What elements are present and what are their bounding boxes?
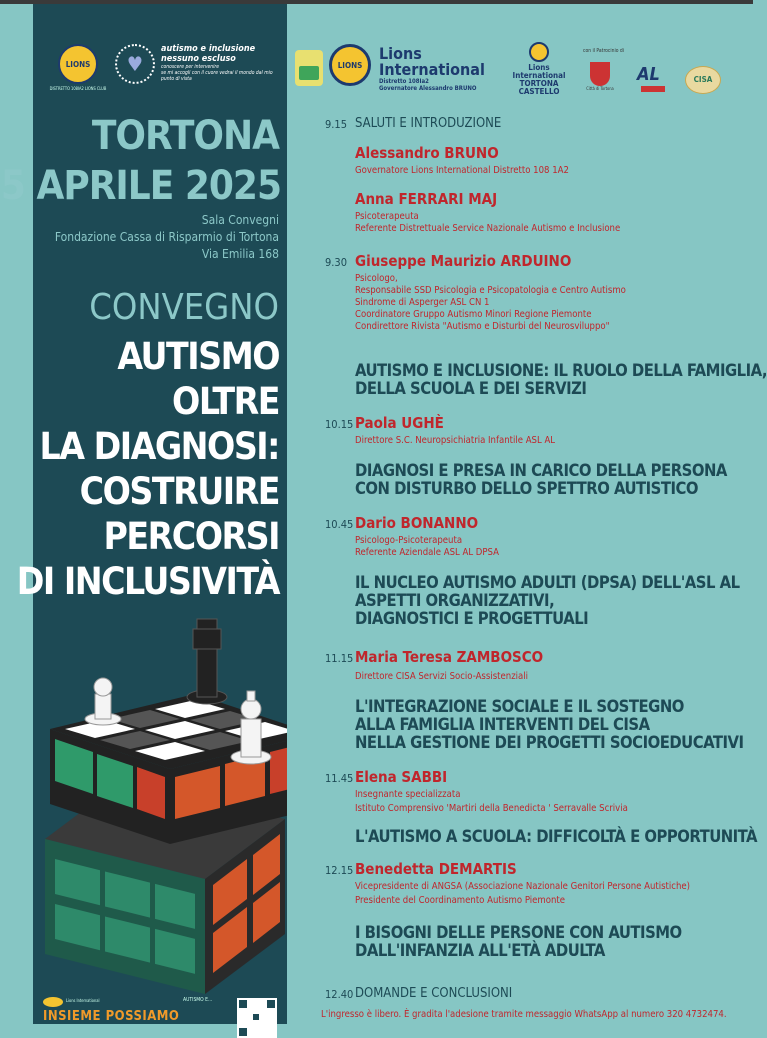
venue-line: Fondazione Cassa di Risparmio di Tortona xyxy=(54,230,279,244)
event-kind: CONVEGNO xyxy=(89,287,279,328)
registration-note: L'ingresso è libero. È gradita l'adesione tramite messaggio WhatsApp al numero 320 4732474. xyxy=(321,1009,727,1020)
program-time: 9.30 xyxy=(325,256,348,269)
asl-al-logo xyxy=(637,64,667,94)
speaker-role: Governatore Lions International Distretto 108 1A2 xyxy=(355,165,569,176)
lions-international-logo xyxy=(379,46,499,92)
program-plain: DOMANDE E CONCLUSIONI xyxy=(355,986,513,1001)
speaker-role: Psicologo-Psicoterapeuta xyxy=(355,535,463,546)
speaker-name: Elena SABBI xyxy=(355,768,448,786)
insieme-possiamo-slogan: INSIEME POSSIAMO xyxy=(43,1009,180,1024)
title-line: LA DIAGNOSI: xyxy=(39,425,279,468)
title-line: DI INCLUSIVITÀ xyxy=(16,560,279,603)
rubik-cube-chess-illustration xyxy=(15,609,315,1009)
program-time: 10.45 xyxy=(325,518,354,531)
speaker-name: Benedetta DEMARTIS xyxy=(355,860,517,878)
lions-intl-sub1: Distretto 108Ia2 xyxy=(379,78,429,85)
event-title xyxy=(17,334,279,604)
qr-code-icon[interactable] xyxy=(237,998,277,1038)
speaker-name: Dario BONANNO xyxy=(355,514,479,532)
club-line: CASTELLO xyxy=(518,87,560,96)
speaker-role: Direttore CISA Servizi Socio-Assistenziali xyxy=(355,671,529,682)
title-line: PERCORSI xyxy=(103,515,279,558)
cisa-logo: CISA xyxy=(685,66,721,94)
title-line: OLTRE xyxy=(172,380,279,423)
heart-icon: ♥ xyxy=(115,44,155,84)
speaker-role: Vicepresidente di ANGSA (Associazione Nazionale Genitori Persone Autistiche) xyxy=(355,881,690,892)
lions-club-caption: DISTRETTO 108IA2 LIONS CLUB xyxy=(49,86,107,91)
speaker-name: Maria Teresa ZAMBOSCO xyxy=(355,648,544,666)
event-venue xyxy=(55,212,279,263)
club-line: International xyxy=(512,71,566,80)
right-panel xyxy=(287,4,767,1024)
talk-title: DIAGNOSTICI E PROGETTUALI xyxy=(355,609,589,628)
talk-title: AUTISMO E INCLUSIONE: IL RUOLO DELLA FAMIGLIA, xyxy=(355,361,767,380)
autismo-footer-caption: AUTISMO E... xyxy=(183,997,213,1003)
title-line: AUTISMO xyxy=(117,335,279,378)
program-plain: SALUTI E INTRODUZIONE xyxy=(355,116,502,131)
talk-title: I BISOGNI DELLE PERSONE CON AUTISMO xyxy=(355,923,682,942)
lions-small-icon xyxy=(529,42,549,62)
club-line: Lions xyxy=(528,63,550,72)
program-time: 11.45 xyxy=(325,772,354,785)
service-logo-icon xyxy=(295,50,323,86)
heart-logo-sub1: conoscere per intervenire xyxy=(161,64,219,70)
venue-line: Sala Convegni xyxy=(201,213,279,227)
lions-intl-name: Lions International xyxy=(379,44,485,79)
speaker-name: Alessandro BRUNO xyxy=(355,144,499,162)
speaker-role: Psicoterapeuta xyxy=(355,211,419,222)
coat-of-arms-icon xyxy=(590,62,610,86)
program-time: 9.15 xyxy=(325,118,348,131)
lions-logo-icon: LIONS xyxy=(329,44,371,86)
talk-title: L'INTEGRAZIONE SOCIALE E IL SOSTEGNO xyxy=(355,697,684,716)
speaker-name: Anna FERRARI MAJ xyxy=(355,190,498,208)
speaker-role: Condirettore Rivista "Autismo e Disturbi del Neurosviluppo" xyxy=(355,321,610,332)
speaker-role: Istituto Comprensivo 'Martiri della Benedicta ' Serravalle Scrivia xyxy=(355,803,628,814)
talk-title: DIAGNOSI E PRESA IN CARICO DELLA PERSONA xyxy=(355,461,727,480)
talk-title: ASPETTI ORGANIZZATIVI, xyxy=(355,591,555,610)
speaker-name: Giuseppe Maurizio ARDUINO xyxy=(355,252,572,270)
program-time: 12.15 xyxy=(325,864,354,877)
speaker-role: Direttore S.C. Neuropsichiatria Infantile ASL AL xyxy=(355,435,556,446)
lions-footer-logo xyxy=(43,997,63,1007)
lions-tortona-castello-logo xyxy=(507,42,571,96)
title-line: COSTRUIRE xyxy=(79,470,279,513)
heart-logo-sub2: se mi accogli con il cuore vedrai il mondo dal mio punto di vista xyxy=(161,70,273,82)
speaker-role: Referente Aziendale ASL AL DPSA xyxy=(355,547,499,558)
event-city: TORTONA xyxy=(91,113,279,159)
talk-title: ALLA FAMIGLIA INTERVENTI DEL CISA xyxy=(355,715,650,734)
program-time: 11.15 xyxy=(325,652,354,665)
talk-title: CON DISTURBO DELLO SPETTRO AUTISTICO xyxy=(355,479,699,498)
speaker-role: Coordinatore Gruppo Autismo Minori Regione Piemonte xyxy=(355,309,592,320)
lions-intl-sub2: Governatore Alessandro BRUNO xyxy=(379,85,477,92)
talk-title: DELLA SCUOLA E DEI SERVIZI xyxy=(355,379,587,398)
lions-footer-caption: Lions International xyxy=(66,998,100,1003)
partner-logos xyxy=(287,42,753,112)
speaker-role: Psicologo, xyxy=(355,273,398,284)
club-line: TORTONA xyxy=(519,79,559,88)
speaker-role: Presidente del Coordinamento Autismo Piemonte xyxy=(355,895,565,906)
speaker-role: Responsabile SSD Psicologia e Psicopatologia e Centro Autismo xyxy=(355,285,626,296)
speaker-role: Sindrome di Asperger ASL CN 1 xyxy=(355,297,490,308)
speaker-role: Insegnante specializzata xyxy=(355,789,461,800)
al-logo-text: AL xyxy=(637,64,660,85)
left-panel xyxy=(0,4,287,1024)
patrocinio-label: con il Patrocinio di xyxy=(583,48,625,54)
comune-tortona-logo xyxy=(585,62,615,91)
talk-title: NELLA GESTIONE DEI PROGETTI SOCIOEDUCATIVI xyxy=(355,733,744,752)
talk-title: IL NUCLEO AUTISMO ADULTI (DPSA) DELL'ASL AL xyxy=(355,573,740,592)
speaker-name: Paola UGHÈ xyxy=(355,414,444,432)
event-date: 5 APRILE 2025 xyxy=(0,163,281,209)
program-time: 12.40 xyxy=(325,988,354,1001)
comune-caption: Città di Tortona xyxy=(586,86,614,91)
program-time: 10.15 xyxy=(325,418,354,431)
heart-logo-title: autismo e inclusione nessuno escluso xyxy=(161,44,256,64)
talk-title: DALL'INFANZIA ALL'ETÀ ADULTA xyxy=(355,941,605,960)
speaker-role: Referente Distrettuale Service Nazionale Autismo e Inclusione xyxy=(355,223,621,234)
venue-line: Via Emilia 168 xyxy=(201,247,279,261)
talk-title: L'AUTISMO A SCUOLA: DIFFICOLTÀ E OPPORTUNITÀ xyxy=(355,827,758,846)
lions-club-logo: LIONS xyxy=(58,44,98,84)
autismo-inclusione-logo xyxy=(161,44,281,82)
